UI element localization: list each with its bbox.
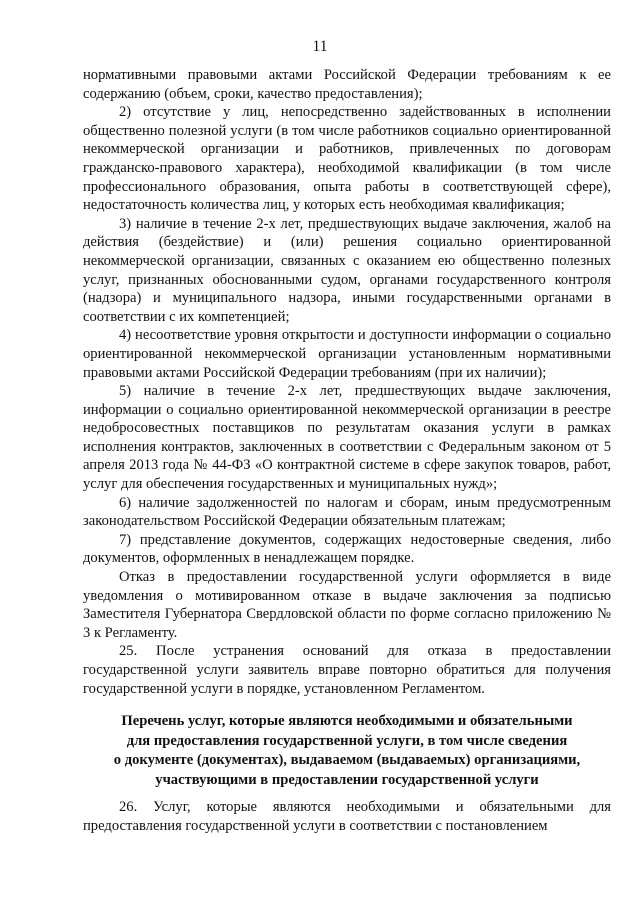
page-number: 11 <box>312 38 328 55</box>
paragraph: 6) наличие задолженностей по налогам и сборам, иным предусмотренным законодательством Российской Федерации обязательным платежам; <box>83 494 611 530</box>
body-text <box>83 66 611 698</box>
section-heading <box>83 712 611 790</box>
paragraph: 4) несоответствие уровня открытости и доступности информации о социально ориентированной некоммерческой организации установленным нормативными правовыми актами Российской Федерации требованиям (при их наличии); <box>83 327 611 381</box>
paragraph: нормативными правовыми актами Российской Федерации требованиям к ее содержанию (объем, сроки, качество предоставления); <box>83 67 611 102</box>
paragraph: 2) отсутствие у лиц, непосредственно задействованных в исполнении общественно полезной услуги (в том числе работников социально ориентированной некоммерческой организации и работников, привлеченных по договорам гражданско-правового характера), необходимой квалификации (в том числе профессионального образования, опыта работы в соответствующей сфере), недостаточность количества лиц, у которых есть необходимая квалификация; <box>83 104 611 214</box>
heading-line: для предоставления государственной услуги, в том числе сведения <box>126 732 568 749</box>
tail-text <box>83 798 611 835</box>
paragraph: 26. Услуг, которые являются необходимыми и обязательными для предоставления государственной услуги в соответствии с постановлением <box>83 799 611 834</box>
paragraph: 7) представление документов, содержащих недостоверные сведения, либо документов, оформленных в ненадлежащем порядке. <box>83 531 611 567</box>
paragraph: Отказ в предоставлении государственной услуги оформляется в виде уведомления о мотивированном отказе в выдаче заключения за подписью Заместителя Губернатора Свердловской области по форме согласно приложению № 3 к Регламенту. <box>83 569 611 641</box>
heading-line: участвующими в предоставлении государственной услуги <box>155 771 539 788</box>
paragraph: 5) наличие в течение 2-х лет, предшествующих выдаче заключения, информации о социально ориентированной некоммерческой организации в реестре недобросовестных поставщиков по результатам оказания услуги в рамках исполнения контрактов, заключенных в соответствии с Федеральным законом от 5 апреля 2013 года № 44-ФЗ «О контрактной системе в сфере закупок товаров, работ, услуг для обеспечения государственных и муниципальных нужд»; <box>83 383 611 493</box>
paragraph: 25. После устранения оснований для отказа в предоставлении государственной услуги заявитель вправе повторно обратиться для получения государственной услуги в порядке, установленном Регламентом. <box>83 643 611 697</box>
paragraph: 3) наличие в течение 2-х лет, предшествующих выдаче заключения, жалоб на действия (бездействие) и (или) решения социально ориентированной некоммерческой организации, связанных с оказанием ею общественно полезных услуг, признанных обоснованными судом, органами государственного контроля (надзора) и муниципального надзора, иными государственными органами в соответствии с их компетенцией; <box>83 215 611 325</box>
heading-line: о документе (документах), выдаваемом (выдаваемых) организациями, <box>113 752 581 769</box>
heading-line: Перечень услуг, которые являются необходимыми и обязательными <box>121 713 573 729</box>
